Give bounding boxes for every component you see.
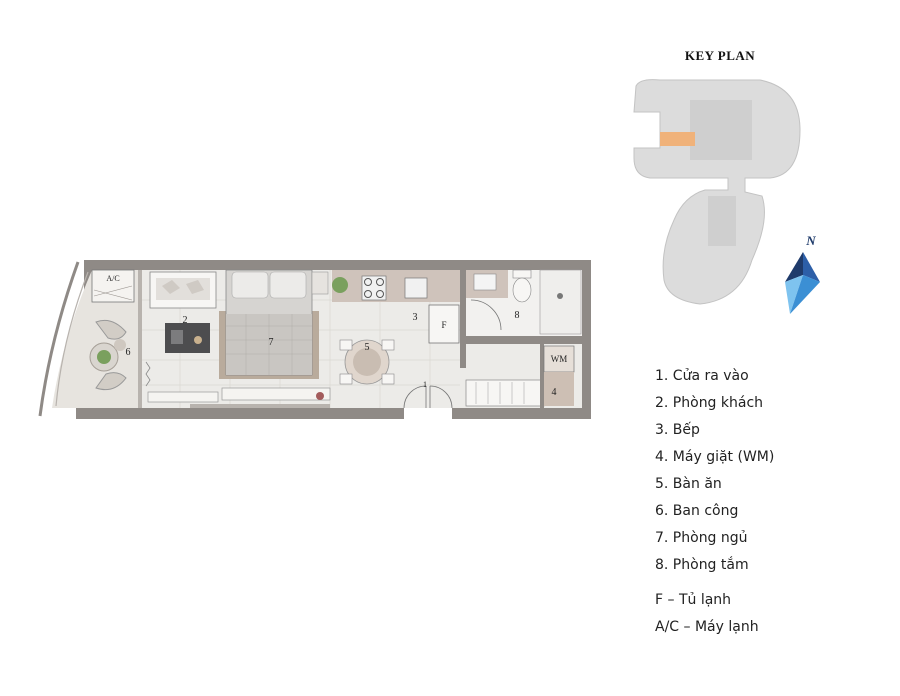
room-number-4: 4 bbox=[551, 387, 557, 398]
unit-highlight bbox=[660, 132, 695, 146]
fridge-label: F bbox=[441, 320, 447, 330]
legend-item: 5. Bàn ăn bbox=[655, 476, 722, 492]
room-number-5: 5 bbox=[364, 342, 370, 353]
utility-cabinet bbox=[544, 372, 574, 406]
sofa bbox=[150, 272, 216, 308]
balcony-partition bbox=[138, 270, 142, 408]
room-number-1: 1 bbox=[423, 380, 427, 389]
kitchen-sink bbox=[405, 278, 427, 298]
entry-closet bbox=[466, 380, 544, 406]
legend-item: 7. Phòng ngủ bbox=[655, 530, 748, 546]
legend-item: 1. Cửa ra vào bbox=[655, 368, 749, 384]
key-plan bbox=[620, 70, 860, 320]
building-core bbox=[690, 100, 752, 160]
note-item: A/C – Máy lạnh bbox=[655, 619, 759, 635]
legend bbox=[655, 366, 774, 582]
legend-item: 6. Ban công bbox=[655, 503, 739, 519]
legend-item: 3. Bếp bbox=[655, 422, 700, 438]
building-wing-core bbox=[708, 196, 736, 246]
kitchen-counter bbox=[332, 270, 460, 302]
north-label: N bbox=[806, 233, 816, 248]
north-arrow-icon bbox=[785, 252, 820, 314]
shower-area bbox=[540, 270, 581, 334]
nightstand bbox=[312, 272, 328, 294]
legend-item: 4. Máy giặt (WM) bbox=[655, 449, 775, 465]
legend-item: 8. Phòng tắm bbox=[655, 557, 749, 573]
tv-console bbox=[148, 392, 218, 402]
toilet bbox=[513, 270, 531, 302]
wardrobe bbox=[222, 388, 330, 400]
washer-label: WM bbox=[550, 354, 568, 364]
appliance-notes bbox=[655, 590, 759, 644]
room-number-3: 3 bbox=[412, 312, 418, 323]
note-item: F – Tủ lạnh bbox=[655, 592, 732, 608]
room-number-8: 8 bbox=[514, 310, 520, 321]
ac-label: A/C bbox=[106, 274, 120, 283]
room-number-7: 7 bbox=[268, 337, 274, 348]
legend-item: 2. Phòng khách bbox=[655, 395, 764, 411]
room-number-6: 6 bbox=[125, 347, 131, 358]
key-plan-title: KEY PLAN bbox=[684, 48, 756, 63]
bed bbox=[226, 270, 312, 375]
room-number-2: 2 bbox=[182, 315, 188, 326]
